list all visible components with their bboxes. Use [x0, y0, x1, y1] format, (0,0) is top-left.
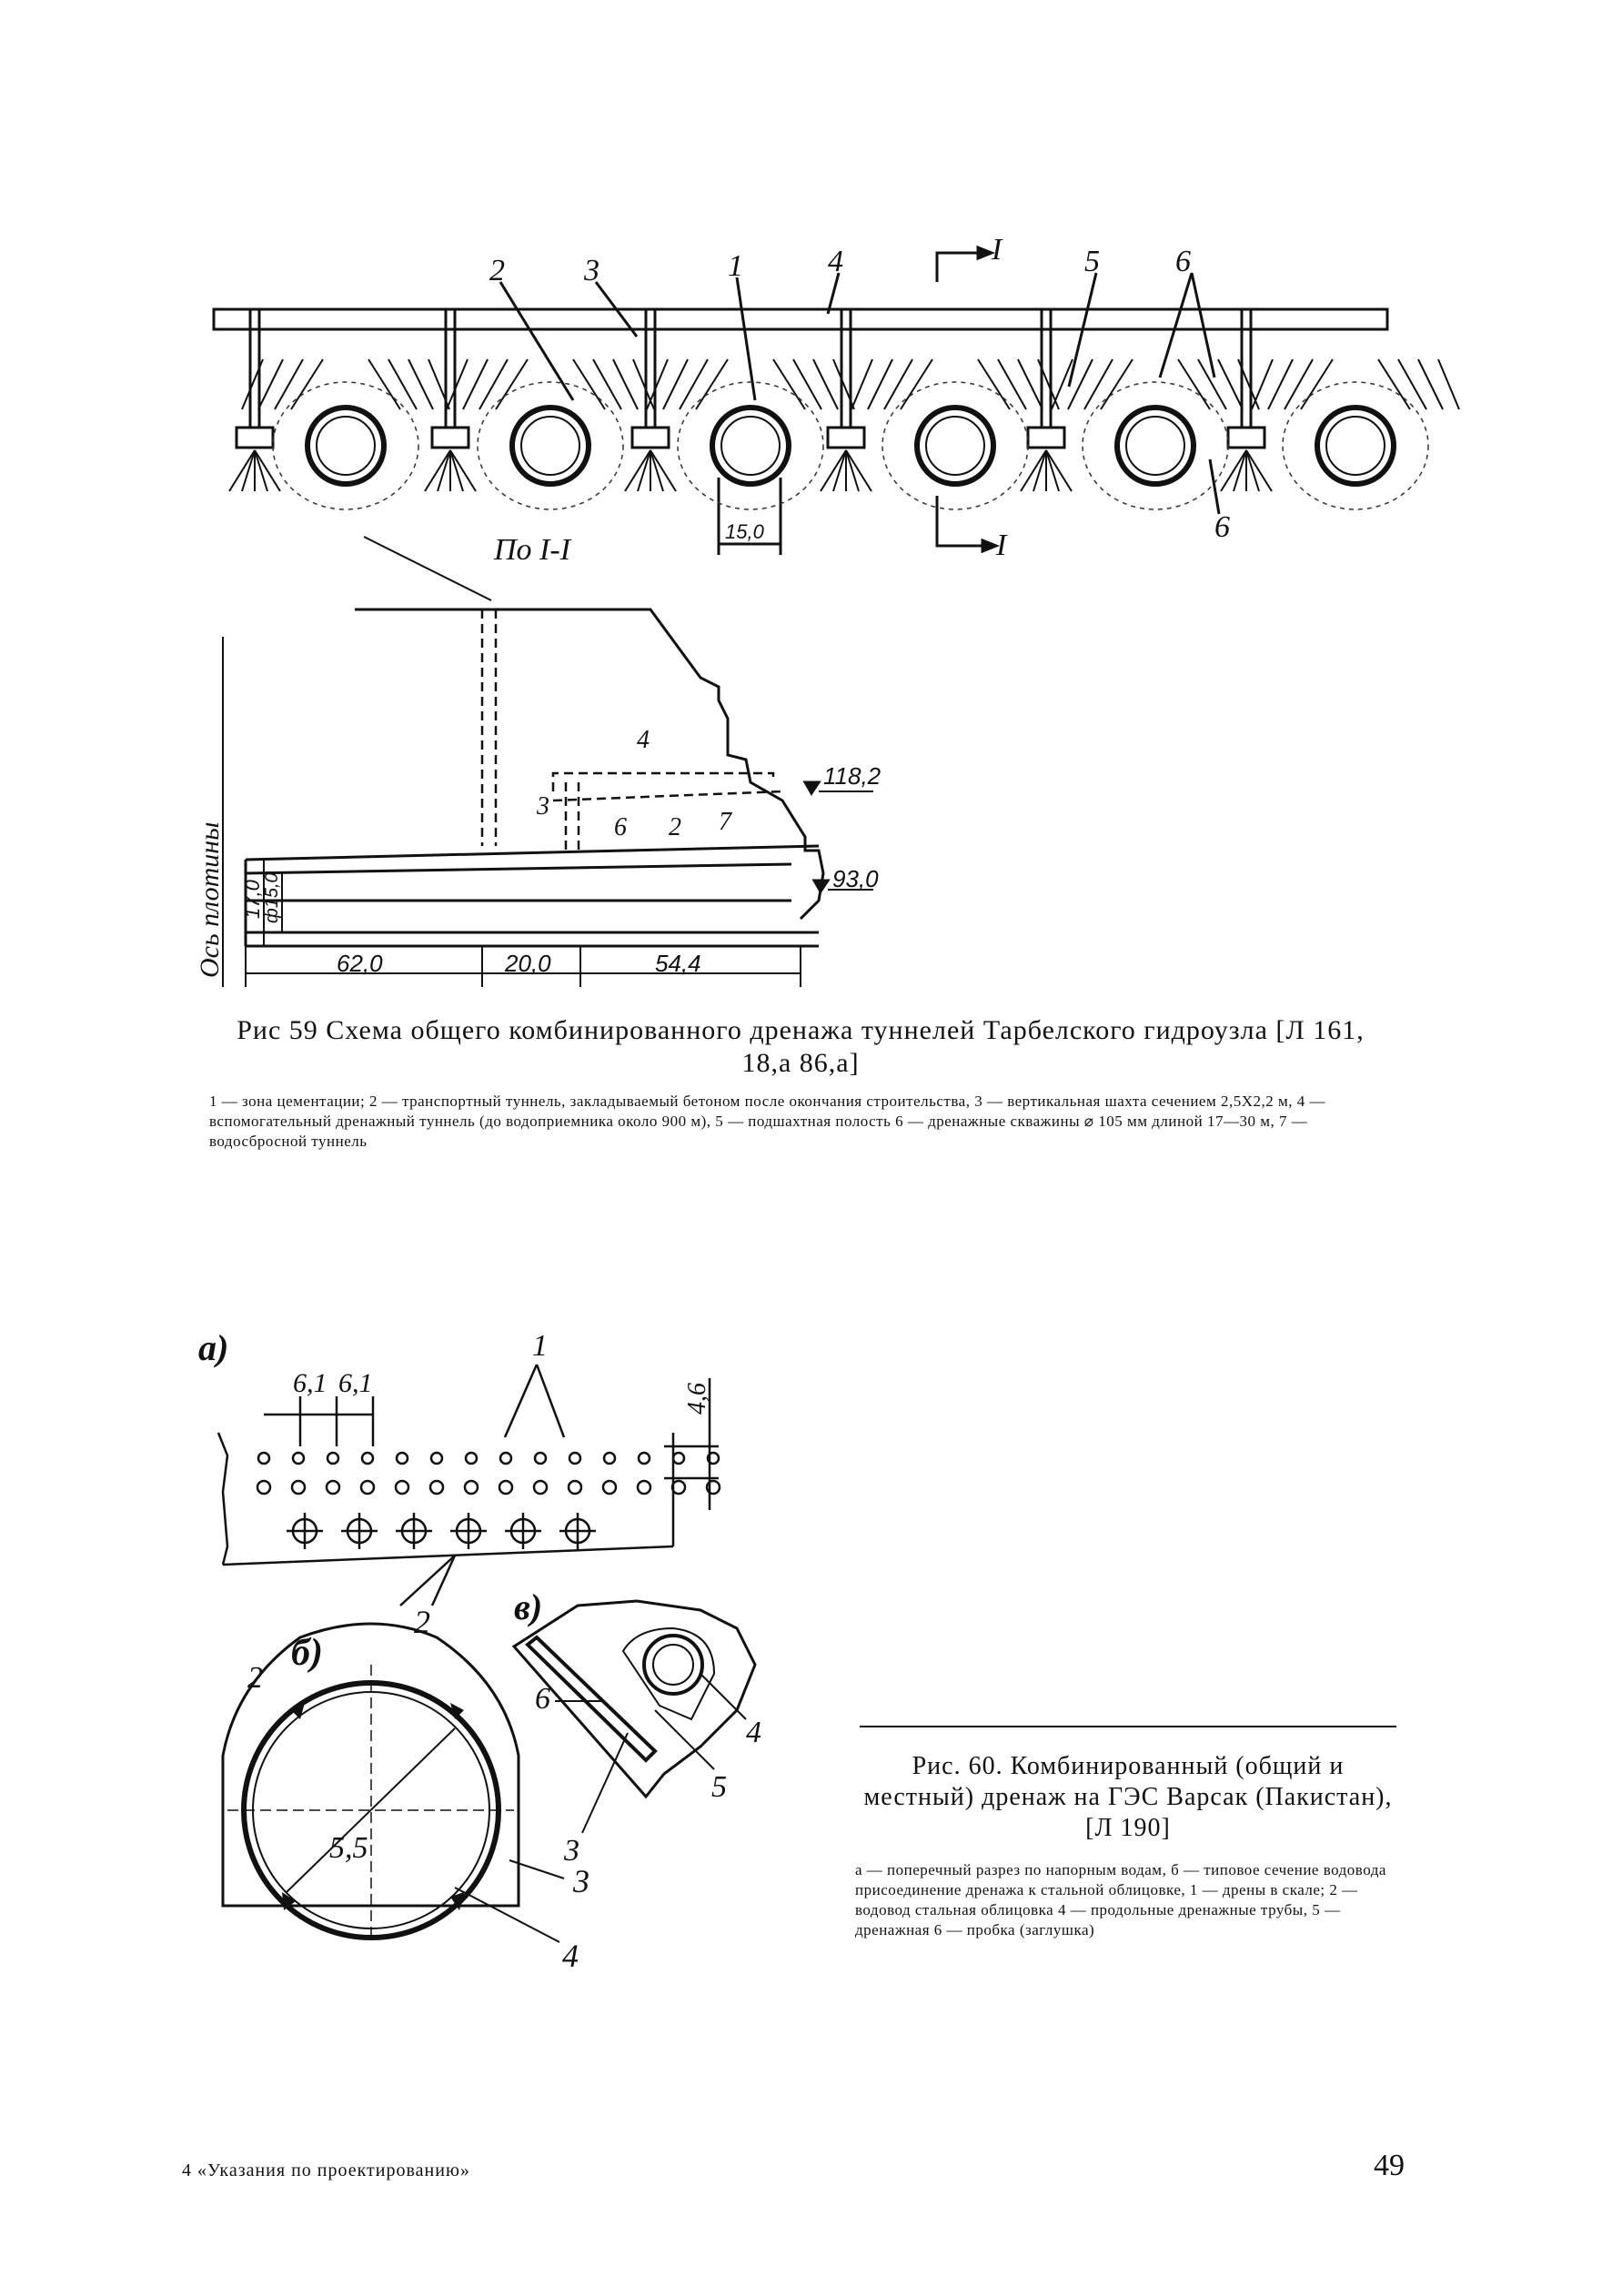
- panel-v-label: в): [514, 1586, 543, 1627]
- fig60-a-drawing: [218, 1365, 720, 1606]
- sump-5: [1028, 428, 1064, 448]
- drain: [901, 359, 932, 409]
- drain: [1234, 450, 1246, 491]
- section-label-4: 4: [637, 726, 650, 754]
- tunnel-4: [917, 408, 993, 484]
- label-b-4: 4: [562, 1938, 579, 1974]
- fig59-caption: Рис 59 Схема общего комбинированного дренажа туннелей Тарбелского гидроузла [Л 161, 18,а 86,а]: [237, 1015, 1365, 1078]
- sump-6: [1228, 428, 1264, 448]
- cementation-zone-2: [478, 382, 623, 509]
- drain: [647, 359, 668, 409]
- label-a-1: 1: [532, 1329, 548, 1363]
- plan-label-5: 5: [1084, 245, 1100, 278]
- section-label-2: 2: [669, 813, 681, 841]
- dim-62: 62,0: [337, 950, 383, 977]
- section-label-6: 6: [614, 813, 627, 841]
- plan-label-6-top: 6: [1175, 245, 1191, 278]
- cementation-zone-1: [273, 382, 418, 509]
- sump-3: [632, 428, 669, 448]
- drain-hole: [465, 1481, 478, 1494]
- drain: [242, 450, 255, 491]
- panel-a-label: а): [198, 1327, 229, 1368]
- section-label-3: 3: [537, 792, 549, 821]
- footer-left: 4 «Указания по проектированию»: [182, 2160, 470, 2180]
- fig60-legend: а — поперечный разрез по напорным водам, б — типовое сечение водовода присоединение дренажа к стальной облицовке, 1 — дрены в скале; 2 — водовод стальная облицовка 4 — продольные дренажные трубы, 5 — дренажная 6 — пробка (заглушка): [855, 1861, 1386, 1939]
- drain: [625, 450, 650, 491]
- drain: [450, 450, 463, 491]
- dim-a-6-1-left: 6,1: [293, 1368, 327, 1398]
- page-number: 49: [1374, 2149, 1405, 2182]
- drain: [846, 450, 859, 491]
- drain: [291, 359, 323, 409]
- drain: [450, 450, 476, 491]
- drain: [1246, 450, 1259, 491]
- drain: [633, 359, 654, 409]
- label-v-4: 4: [746, 1716, 761, 1749]
- drain: [1378, 359, 1410, 409]
- drain: [846, 450, 871, 491]
- label-b-2: 2: [247, 1661, 263, 1695]
- drain: [1021, 450, 1046, 491]
- fig60-b-drawing: [223, 1624, 564, 1942]
- tunnel-1: [307, 408, 384, 484]
- drain: [1046, 450, 1059, 491]
- drain-hole: [603, 1481, 616, 1494]
- label-b-5-5: 5,5: [329, 1831, 368, 1865]
- drain-hole: [466, 1453, 477, 1464]
- fig60-v-labels: [514, 1586, 761, 1868]
- drain: [650, 450, 663, 491]
- cementation-zone-6: [1283, 382, 1428, 509]
- elevation-118: 118,2: [823, 762, 882, 790]
- label-b-3: 3: [573, 1863, 589, 1899]
- tunnel-6: [1317, 408, 1394, 484]
- sump-1: [237, 428, 273, 448]
- drain-hole: [361, 1481, 374, 1494]
- tunnel-3: [712, 408, 789, 484]
- drain: [696, 359, 728, 409]
- drain: [1101, 359, 1133, 409]
- tunnel-inner-3: [721, 417, 780, 475]
- drain: [425, 450, 450, 491]
- drain-hole: [397, 1453, 408, 1464]
- plan-label-1: 1: [728, 249, 743, 283]
- drain: [833, 450, 846, 491]
- drain-hole: [327, 1481, 339, 1494]
- sump-4: [828, 428, 864, 448]
- label-v-3: 3: [564, 1834, 579, 1868]
- label-a-2: 2: [414, 1604, 430, 1640]
- section-labels: [195, 533, 882, 978]
- tunnel-inner-2: [521, 417, 579, 475]
- dim-54: 54,4: [655, 950, 701, 977]
- drain: [821, 450, 846, 491]
- sump-2: [432, 428, 468, 448]
- drain-hole: [569, 1481, 581, 1494]
- section-mark-bottom: I: [996, 529, 1007, 562]
- cementation-zone-5: [1083, 382, 1228, 509]
- drain: [773, 359, 805, 409]
- drain: [1033, 450, 1046, 491]
- drain-hole: [639, 1453, 650, 1464]
- section-title: По I-I: [494, 533, 571, 567]
- tunnel-inner-4: [926, 417, 984, 475]
- drain: [1046, 450, 1072, 491]
- drain-hole: [258, 1453, 269, 1464]
- drain: [1252, 359, 1273, 409]
- drain-hole: [604, 1453, 615, 1464]
- drain: [438, 450, 450, 491]
- tunnel-2: [512, 408, 589, 484]
- plan-label-2: 2: [489, 254, 505, 287]
- section-mark-top: I: [992, 233, 1002, 267]
- drain: [229, 450, 255, 491]
- drain-hole: [638, 1481, 650, 1494]
- plan-surface-band: [214, 309, 1387, 329]
- drain-hole: [292, 1481, 305, 1494]
- drain: [851, 359, 872, 409]
- drain-hole: [431, 1453, 442, 1464]
- dim-20: 20,0: [505, 950, 551, 977]
- drain-hole: [535, 1453, 546, 1464]
- drain: [447, 359, 468, 409]
- drain-hole: [500, 1453, 511, 1464]
- dim-diameter-15: ф15,0: [262, 872, 282, 923]
- fig60-caption: Рис. 60. Комбинированный (общий и местный) дренаж на ГЭС Варсак (Пакистан), [Л 190]: [863, 1752, 1393, 1842]
- drain: [255, 450, 267, 491]
- drain: [368, 359, 400, 409]
- drain-hole: [257, 1481, 270, 1494]
- drain: [496, 359, 528, 409]
- dim-a-4-6: 4,6: [683, 1383, 711, 1415]
- dim-17: 17,0: [241, 880, 264, 919]
- drain: [1301, 359, 1333, 409]
- tunnel-inner-5: [1126, 417, 1184, 475]
- label-v-5: 5: [711, 1770, 727, 1804]
- drain-hole: [293, 1453, 304, 1464]
- cementation-zone-3: [678, 382, 823, 509]
- drain-hole: [499, 1481, 512, 1494]
- label-v-6: 6: [535, 1682, 550, 1716]
- drain-hole: [534, 1481, 547, 1494]
- plan-dim-15: 15,0: [725, 520, 764, 543]
- drain-hole: [430, 1481, 443, 1494]
- section-drawing: [223, 537, 873, 987]
- drain: [573, 359, 605, 409]
- dim-a-6-1-right: 6,1: [338, 1368, 373, 1398]
- fig59-legend: 1 — зона цементации; 2 — транспортный туннель, закладываемый бетоном после окончания строительства, 3 — вертикальная шахта сечением 2,5Х2,2 м, 4 — вспомогательный дренажный туннель (до водоприемника около 900 м), 5 — подшахтная полость 6 — дренажные скважины ⌀ 105 мм длиной 17—30 м, 7 — водосбросной туннель: [209, 1093, 1326, 1150]
- drain: [650, 450, 676, 491]
- tunnel-inner-1: [317, 417, 375, 475]
- cementation-zone-4: [882, 382, 1028, 509]
- drain: [1246, 450, 1272, 491]
- plan-label-6-bottom: 6: [1214, 510, 1230, 544]
- elevation-93: 93,0: [832, 865, 879, 892]
- drain-hole: [396, 1481, 408, 1494]
- drain: [638, 450, 650, 491]
- plan-labels: [489, 233, 1230, 562]
- drain: [1178, 359, 1210, 409]
- drain-hole: [362, 1453, 373, 1464]
- dam-axis-label: Ось плотины: [195, 821, 225, 978]
- tunnel-inner-6: [1326, 417, 1385, 475]
- drain: [978, 359, 1010, 409]
- tunnel-5: [1117, 408, 1194, 484]
- plan-label-4: 4: [828, 245, 843, 278]
- panel-b-label: б): [291, 1632, 323, 1674]
- drain: [1221, 450, 1246, 491]
- drain: [1438, 359, 1459, 409]
- plan-label-3: 3: [584, 254, 599, 287]
- drain-hole: [569, 1453, 580, 1464]
- drain-hole: [327, 1453, 338, 1464]
- fig60-a-labels: [198, 1327, 711, 1640]
- drain-hole: [673, 1453, 684, 1464]
- section-label-7: 7: [719, 808, 731, 836]
- drain: [255, 450, 280, 491]
